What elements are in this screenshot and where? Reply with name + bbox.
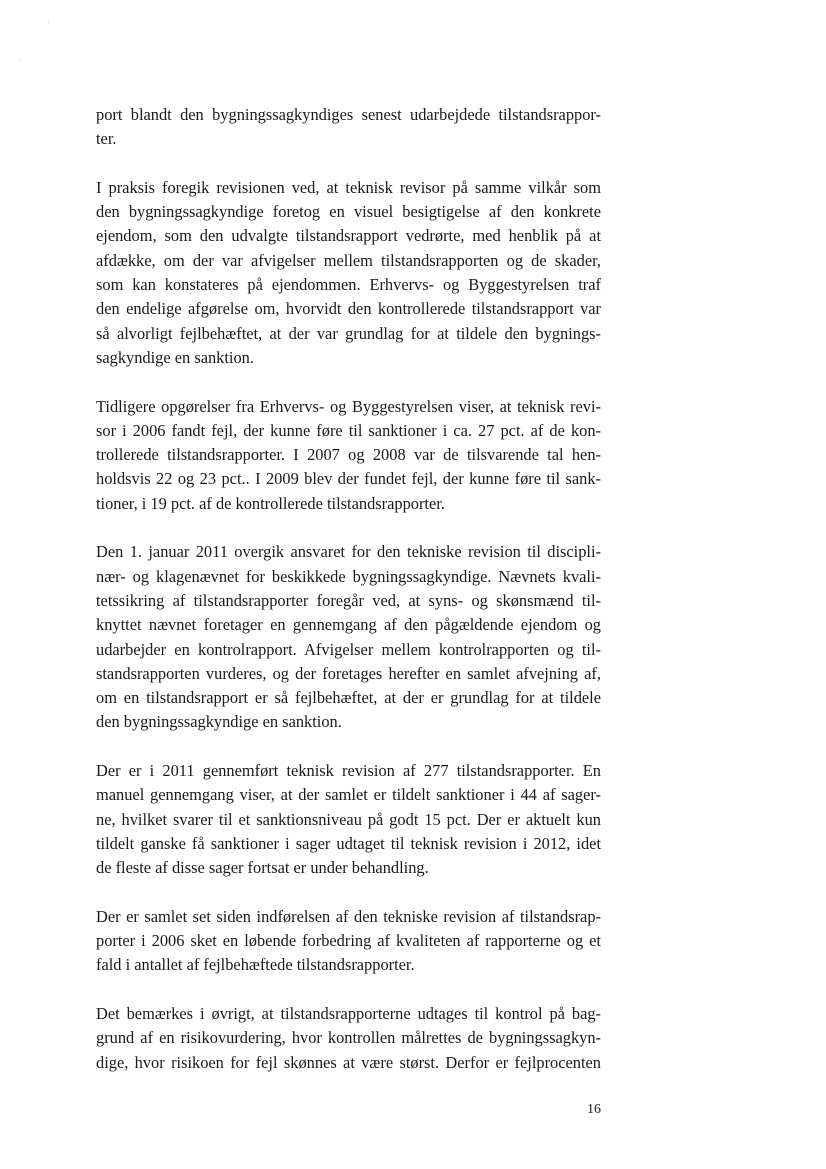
text-line: tetssikring af tilstandsrapporter foregår ved, at syns- og skønsmænd til- (96, 590, 601, 610)
text-line: I praksis foregik revisionen ved, at teknisk revisor på samme vilkår som (96, 177, 601, 197)
text-line: holdsvis 22 og 23 pct.. I 2009 blev der fundet fejl, der kunne føre til sank- (96, 469, 601, 489)
paragraph-6 (96, 905, 601, 978)
text-line: dige, hvor risikoen for fejl skønnes at være størst. Derfor er fejlprocenten (96, 1052, 601, 1072)
paragraph-1 (96, 103, 601, 152)
text-line: port blandt den bygningssagkyndiges senest udarbejdede tilstandsrappor- (96, 105, 601, 124)
text-line: udarbejder en kontrolrapport. Afvigelser mellem kontrolrapporten og til- (96, 639, 601, 659)
text-line: den bygningssagkyndige en sanktion. (96, 712, 342, 732)
body-text (96, 103, 601, 1099)
paragraph-4 (96, 540, 601, 734)
text-line: standsrapporten vurderes, og der foretages herefter en samlet afvejning af, (96, 663, 601, 683)
text-line: den bygningssagkyndige foretog en visuel besigtigelse af den konkrete (96, 202, 601, 222)
text-line: Tidligere opgørelser fra Erhvervs- og Byggestyrelsen viser, at teknisk revi- (96, 396, 601, 416)
text-line: ejendom, som den udvalgte tilstandsrapport vedrørte, med henblik på at (96, 226, 601, 246)
text-line: trollerede tilstandsrapporter. I 2007 og 2008 var de tilsvarende tal hen- (96, 445, 601, 465)
scan-speck (48, 22, 49, 23)
text-line: porter i 2006 sket en løbende forbedring af kvaliteten af rapporterne og et (96, 931, 601, 951)
paragraph-7 (96, 1002, 601, 1075)
paragraph-2 (96, 176, 601, 370)
text-line: knyttet nævnet foretager en gennemgang af den pågældende ejendom og (96, 615, 601, 635)
text-line: så alvorligt fejlbehæftet, at der var grundlag for at tildele den bygnings- (96, 323, 601, 343)
text-line: manuel gennemgang viser, at der samlet er tildelt sanktioner i 44 af sager- (96, 785, 601, 805)
text-line: tildelt ganske få sanktioner i sager udtaget til teknisk revision i 2012, idet (96, 833, 601, 853)
text-line: ne, hvilket svarer til et sanktionsniveau på godt 15 pct. Der er aktuelt kun (96, 809, 601, 829)
text-line: tioner, i 19 pct. af de kontrollerede tilstandsrapporter. (96, 493, 445, 513)
text-line: ter. (96, 129, 117, 149)
text-line: nær- og klagenævnet for beskikkede bygningssagkyndige. Nævnets kvali- (96, 566, 601, 586)
text-line: sagkyndige en sanktion. (96, 347, 254, 367)
text-line: Der er samlet set siden indførelsen af den tekniske revision af tilstandsrap- (96, 906, 601, 926)
text-line: som kan konstateres på ejendommen. Erhvervs- og Byggestyrelsen traf (96, 275, 601, 295)
text-line: de fleste af disse sager fortsat er under behandling. (96, 858, 429, 878)
text-line: fald i antallet af fejlbehæftede tilstandsrapporter. (96, 955, 415, 975)
page-number: 16 (587, 1102, 601, 1117)
text-line: Det bemærkes i øvrigt, at tilstandsrapporterne udtages til kontrol på bag- (96, 1003, 601, 1023)
paragraph-3 (96, 395, 601, 516)
paragraph-5 (96, 759, 601, 880)
text-line: den endelige afgørelse om, hvorvidt den kontrollerede tilstandsrapport var (96, 299, 601, 319)
text-line: Den 1. januar 2011 overgik ansvaret for den tekniske revision til discipli- (96, 542, 601, 562)
text-line: afdække, om der var afvigelser mellem tilstandsrapporten og de skader, (96, 250, 601, 270)
text-line: Der er i 2011 gennemført teknisk revision af 277 tilstandsrapporter. En (96, 761, 601, 781)
text-line: om en tilstandsrapport er så fejlbehæftet, at der er grundlag for at tildele (96, 688, 601, 708)
scan-speck (20, 60, 21, 61)
text-line: grund af en risikovurdering, hvor kontrollen målrettes de bygningssagkyn- (96, 1028, 601, 1048)
text-line: sor i 2006 fandt fejl, der kunne føre til sanktioner i ca. 27 pct. af de kon- (96, 420, 601, 440)
